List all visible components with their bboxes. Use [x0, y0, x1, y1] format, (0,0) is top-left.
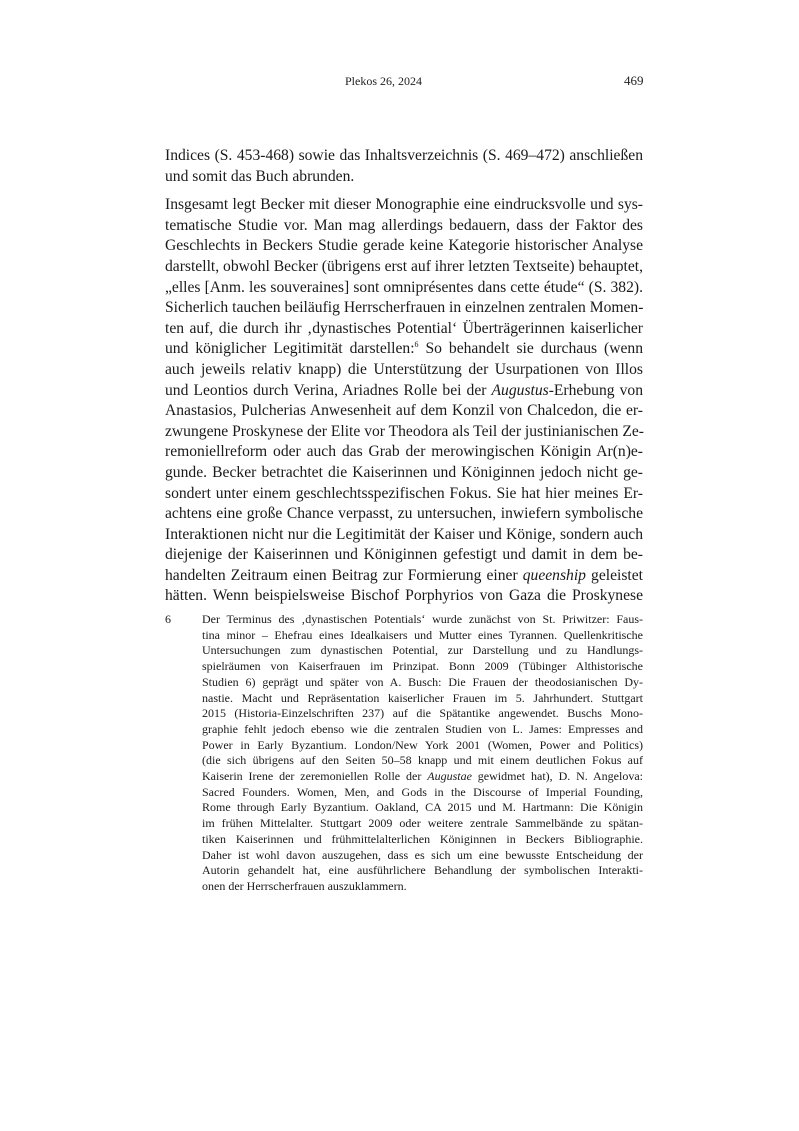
italic-term: queenship: [522, 566, 586, 584]
text-line: ten auf, die durch ihr ‚dynastisches Potential‘ Überträgerinnen kaiserlicher: [165, 319, 643, 337]
text-line: [165, 381, 643, 402]
text-line: „elles [Anm. les souveraines] sont omniprésentes dans cette étude“ (S. 382).: [165, 278, 643, 296]
text-line: Indices (S. 453-468) sowie das Inhaltsverzeichnis (S. 469–472) anschließen: [165, 147, 643, 164]
footnote-line: Sacred Founders. Women, Men, and Gods in the Discourse of Imperial Founding,: [202, 784, 643, 799]
italic-term: Augustus: [491, 381, 549, 399]
footnote-line: im frühen Mittelalter. Stuttgart 2009 oder weitere zentrale Sammelbände zu spätan-: [202, 816, 643, 831]
text-line: Interaktionen nicht nur die Legitimität der Kaiser und Könige, sondern auch: [165, 525, 643, 543]
italic-term: Augustae: [427, 769, 472, 784]
paragraph-1: [165, 146, 643, 187]
footnote-line: Studien 6) geprägt und später von A. Busch: Die Frauen der theodosianischen Dy-: [202, 674, 643, 689]
footnote-ref[interactable]: 6: [414, 340, 419, 350]
footnote-line: Untersuchungen zum dynastischen Potential, zur Darstellung und zu Handlungs-: [202, 643, 643, 658]
footnote-line: onen der Herrscherfrauen auszuklammern.: [202, 878, 407, 893]
text-line: Anastasios, Pulcherias Anwesenheit auf dem Konzil von Chalcedon, die er-: [165, 402, 643, 420]
text-line: zwungene Proskynese der Elite vor Theodora als Teil der justinianischen Ze-: [165, 422, 644, 440]
footnote-line: graphie fehlt jedoch ebenso wie die zentralen Studien von L. James: Empresses and: [202, 721, 643, 736]
text-line: [165, 339, 643, 360]
text-line: Geschlechts in Beckers Studie gerade keine Kategorie historischer Analyse: [165, 237, 643, 255]
text-line: gunde. Becker betrachtet die Kaiserinnen und Königinnen jedoch nicht ge-: [165, 463, 643, 481]
text-segment: und königlicher Legitimität darstellen:: [165, 340, 415, 358]
footnote-line: 2015 (Historia-Einzelschriften 237) auf die Spätantike angewendet. Buschs Mono-: [202, 706, 643, 721]
text-segment: Kaiserin Irene der zeremoniellen Rolle der: [202, 769, 428, 784]
footnote-line: tiken Kaiserinnen und frühmittelalterlichen Königinnen in Beckers Bibliographie.: [202, 831, 643, 846]
footnote-line: tina minor – Ehefrau eines Idealkaisers und Mutter eines Tyrannen. Quellenkritische: [202, 627, 643, 642]
text-segment: handelten Zeitraum einen Beitrag zur Formierung einer: [165, 566, 523, 584]
text-line: hätten. Wenn beispielsweise Bischof Porphyrios von Gaza die Proskynese: [165, 587, 643, 605]
text-segment: geleistet: [585, 566, 643, 584]
footnote-number: 6: [165, 612, 171, 626]
footnote-line: (die sich übrigens auf den Seiten 50–58 knapp und mit einem deutlichen Fokus auf: [202, 753, 643, 768]
text-segment: gewidmet hat), D. N. Angelova:: [471, 769, 644, 784]
text-line: Insgesamt legt Becker mit dieser Monographie eine eindrucksvolle und sys-: [165, 196, 643, 214]
text-segment: -Erhebung von: [548, 381, 643, 399]
footnote-line: Rome through Early Byzantium. Oakland, CA 2015 und M. Hartmann: Die Königin: [202, 800, 643, 815]
text-line: Sicherlich tauchen beiläufig Herrscherfrauen in einzelnen zentralen Momen-: [165, 299, 644, 317]
footnote-line: Der Terminus des ‚dynastischen Potentials‘ wurde zunächst von St. Priwitzer: Faus-: [202, 612, 643, 626]
main-text: [165, 146, 643, 607]
text-line: tematische Studie vor. Man mag allerdings bedauern, dass der Faktor des: [165, 216, 643, 234]
footnote-text: [202, 612, 643, 895]
text-segment: und Leontios durch Verina, Ariadnes Rolle bei der: [165, 381, 492, 399]
text-line: darstellt, obwohl Becker (übrigens erst auf ihrer letzten Textseite) behauptet,: [165, 257, 643, 275]
footnote-line: spielräumen von Kaiserfrauen im Prinzipat. Bonn 2009 (Tübinger Althistorische: [202, 659, 643, 674]
footnote-line: nastie. Macht und Repräsentation kaiserlicher Frauen im 5. Jahrhundert. Stuttgart: [202, 690, 643, 705]
paragraph-2: [165, 195, 643, 607]
text-line: remoniellreform oder auch das Grab der merowingischen Königin Ar(n)e-: [165, 443, 643, 461]
running-head: Plekos 26, 2024: [345, 74, 423, 88]
text-line: sondert unter einem geschlechtsspezifischen Fokus. Sie hat hier meines Er-: [165, 484, 643, 502]
text-line: auch jeweils relativ knapp) die Unterstützung der Usurpationen von Illos: [165, 360, 643, 378]
text-line: [165, 566, 643, 587]
text-line: diejenige der Kaiserinnen und Königinnen gefestigt und damit in dem be-: [165, 546, 643, 564]
text-segment: So behandelt sie durchaus (wenn: [418, 340, 643, 358]
text-line: und somit das Buch abrunden.: [165, 167, 355, 185]
page-number: 469: [624, 73, 644, 88]
footnote-line: Power in Early Byzantium. London/New York 2001 (Women, Power and Politics): [202, 737, 643, 752]
footnote-line: Autorin gehandelt hat, eine ausführlichere Behandlung der symbolischen Interakti-: [202, 863, 643, 878]
text-line: achtens eine große Chance verpasst, zu untersuchen, inwiefern symbolische: [165, 505, 643, 523]
footnote-line: Daher ist wohl davon auszugehen, dass es sich um eine bewusste Entscheidung der: [202, 847, 643, 862]
footnote-line: [202, 769, 643, 785]
